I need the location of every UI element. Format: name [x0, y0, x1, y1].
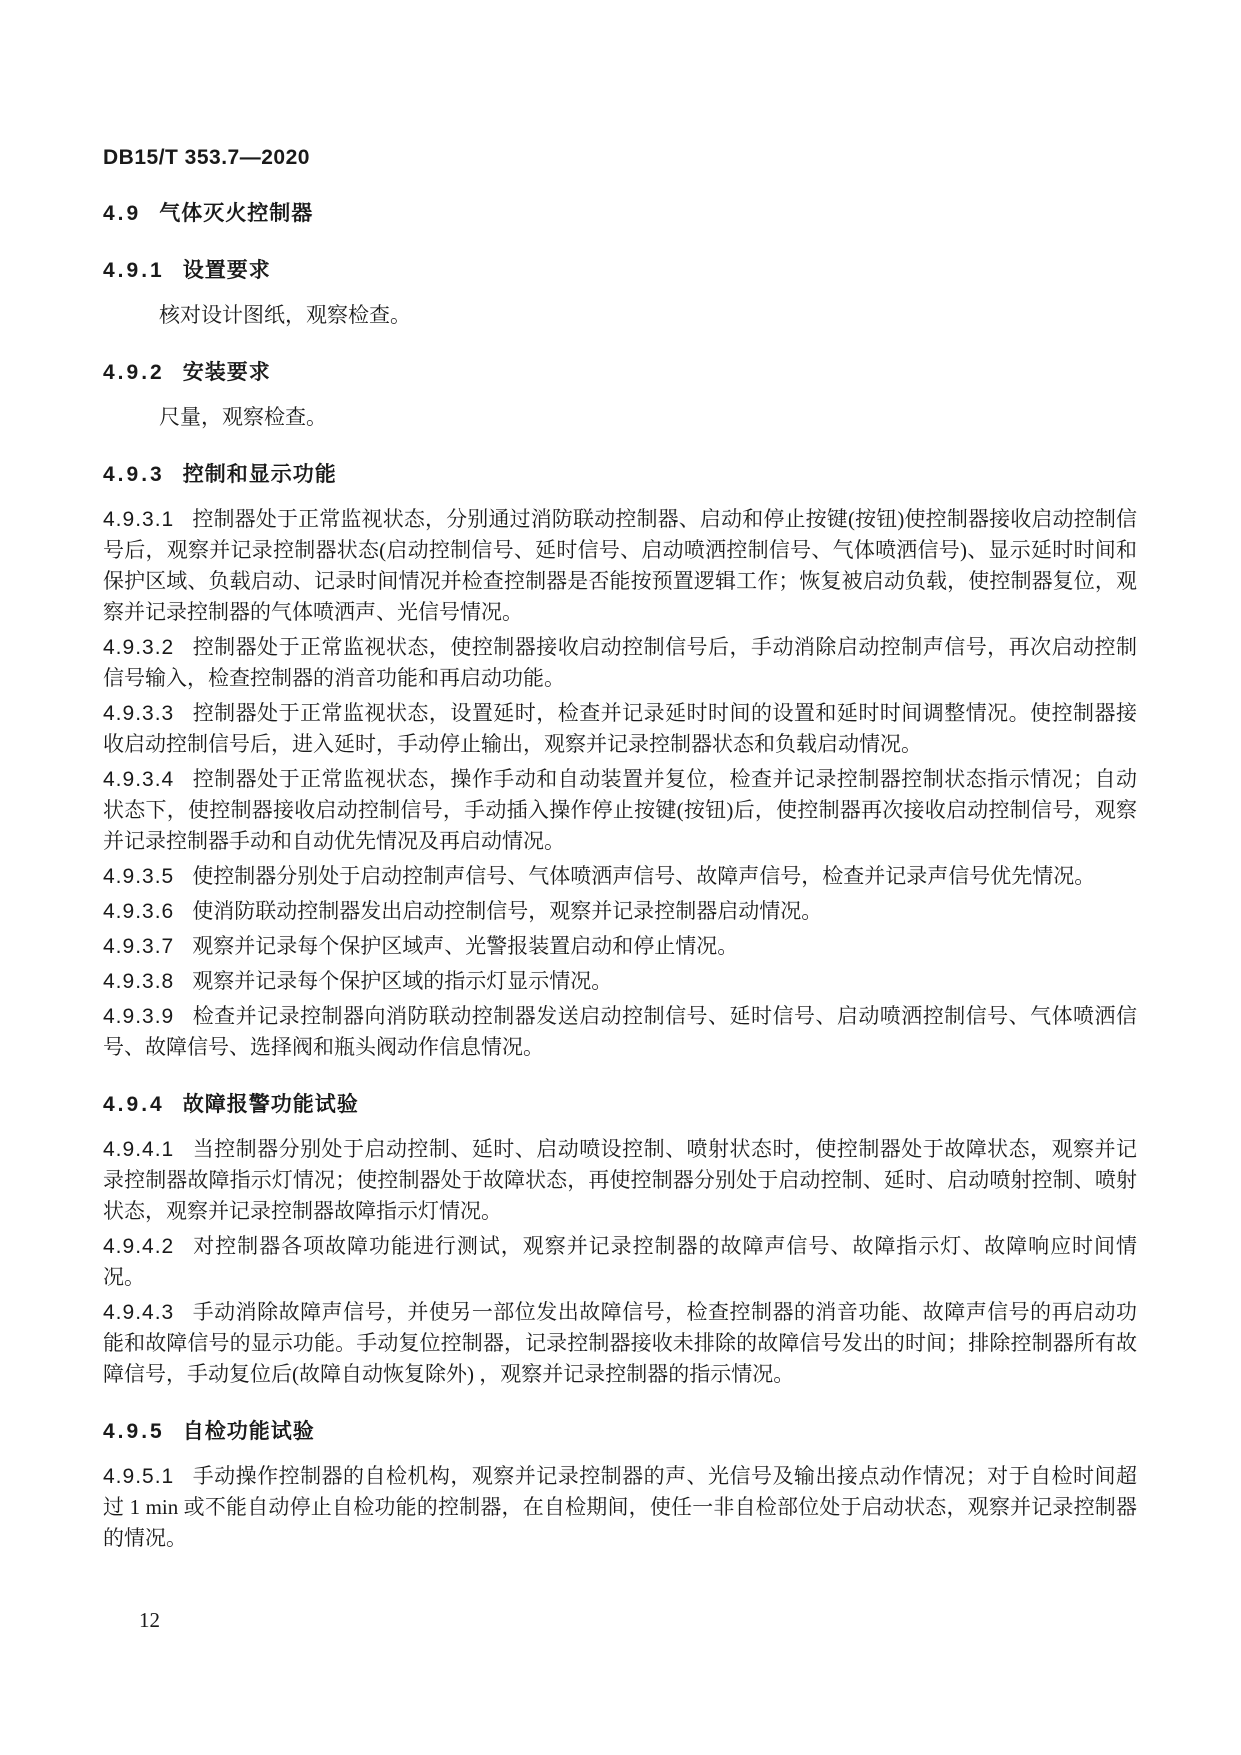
section-number: 4.9 — [103, 202, 142, 225]
clause-number: 4.9.4.1 — [103, 1138, 175, 1161]
clause-number: 4.9.3.4 — [103, 768, 175, 791]
section-title: 故障报警功能试验 — [182, 1093, 359, 1116]
clause-number: 4.9.3.5 — [103, 865, 175, 888]
section-number: 4.9.2 — [103, 361, 165, 384]
clause-4.9.3.7 — [103, 931, 1137, 962]
clause-text: 当控制器分别处于启动控制、延时、启动喷设控制、喷射状态时，使控制器处于故障状态，观察并记录控制器故障指示灯情况；使控制器处于故障状态，再使控制器分别处于启动控制、延时、启动喷射控制、喷射状态，观察并记录控制器故障指示灯情况。 — [103, 1137, 1137, 1223]
page-number: 12 — [139, 1608, 160, 1632]
body-paragraph: 尺量，观察检查。 — [159, 405, 327, 429]
clause-4.9.3.5 — [103, 861, 1137, 892]
clause-text: 控制器处于正常监视状态，使控制器接收启动控制信号后，手动消除启动控制声信号，再次启动控制信号输入，检查控制器的消音功能和再启动功能。 — [103, 635, 1137, 690]
clause-text: 观察并记录每个保护区域声、光警报装置启动和停止情况。 — [192, 934, 739, 958]
clause-text: 控制器处于正常监视状态，操作手动和自动装置并复位，检查并记录控制器控制状态指示情况；自动状态下，使控制器接收启动控制信号，手动插入操作停止按键(按钮)后，使控制器再次接收启动控制信号，观察并记录控制器手动和自动优先情况及再启动情况。 — [103, 767, 1137, 853]
clause-text: 手动操作控制器的自检机构，观察并记录控制器的声、光信号及输出接点动作情况；对于自检时间超过 1 min 或不能自动停止自检功能的控制器，在自检期间，使任一非自检部位处于启动状态，观察并记录控制器的情况。 — [103, 1464, 1137, 1550]
clause-number: 4.9.3.1 — [103, 508, 175, 531]
clause-4.9.3.8 — [103, 966, 1137, 997]
section-title: 安装要求 — [182, 361, 271, 384]
clause-number: 4.9.5.1 — [103, 1465, 175, 1488]
clause-text: 对控制器各项故障功能进行测试，观察并记录控制器的故障声信号、故障指示灯、故障响应时间情况。 — [103, 1234, 1137, 1289]
clause-number: 4.9.3.6 — [103, 900, 175, 923]
clause-4.9.4.2 — [103, 1231, 1137, 1293]
section-title: 设置要求 — [182, 259, 271, 282]
clause-4.9.5.1 — [103, 1461, 1137, 1554]
clause-4.9.3.3 — [103, 698, 1137, 760]
clause-number: 4.9.3.3 — [103, 702, 175, 725]
section-title: 气体灭火控制器 — [159, 202, 314, 225]
document-code: DB15/T 353.7—2020 — [103, 146, 310, 169]
body-paragraph: 核对设计图纸，观察检查。 — [159, 303, 411, 327]
section-title: 控制和显示功能 — [182, 463, 337, 486]
document-body — [103, 198, 1137, 1558]
section-number: 4.9.1 — [103, 259, 165, 282]
clause-text: 控制器处于正常监视状态，分别通过消防联动控制器、启动和停止按键(按钮)使控制器接收启动控制信号后，观察并记录控制器状态(启动控制信号、延时信号、启动喷洒控制信号、气体喷洒信号)、显示延时时间和保护区域、负载启动、记录时间情况并检查控制器是否能按预置逻辑工作；恢复被启动负载，使控制器复位，观察并记录控制器的气体喷洒声、光信号情况。 — [103, 507, 1137, 624]
clause-4.9.3.2 — [103, 632, 1137, 694]
section-heading-4.9.2 — [103, 357, 1137, 388]
clause-text: 使控制器分别处于启动控制声信号、气体喷洒声信号、故障声信号，检查并记录声信号优先情况。 — [192, 864, 1096, 888]
clause-number: 4.9.3.2 — [103, 636, 175, 659]
section-number: 4.9.4 — [103, 1093, 165, 1116]
clause-text: 手动消除故障声信号，并使另一部位发出故障信号，检查控制器的消音功能、故障声信号的再启动功能和故障信号的显示功能。手动复位控制器，记录控制器接收未排除的故障信号发出的时间；排除控制器所有故障信号，手动复位后(故障自动恢复除外) ，观察并记录控制器的指示情况。 — [103, 1300, 1137, 1386]
section-heading-4.9.1 — [103, 255, 1137, 286]
clause-4.9.3.6 — [103, 896, 1137, 927]
clause-number: 4.9.4.2 — [103, 1235, 175, 1258]
clause-4.9.3.9 — [103, 1001, 1137, 1063]
clause-number: 4.9.4.3 — [103, 1301, 175, 1324]
clause-4.9.3.4 — [103, 764, 1137, 857]
clause-4.9.3.1 — [103, 504, 1137, 628]
clause-4.9.4.3 — [103, 1297, 1137, 1390]
section-heading-4.9.3 — [103, 459, 1137, 490]
clause-text: 使消防联动控制器发出启动控制信号，观察并记录控制器启动情况。 — [192, 899, 823, 923]
section-heading-4.9.4 — [103, 1089, 1137, 1120]
section-heading-4.9 — [103, 198, 1137, 229]
section-number: 4.9.3 — [103, 463, 165, 486]
clause-text: 控制器处于正常监视状态，设置延时，检查并记录延时时间的设置和延时时间调整情况。使控制器接收启动控制信号后，进入延时，手动停止输出，观察并记录控制器状态和负载启动情况。 — [103, 701, 1137, 756]
section-title: 自检功能试验 — [182, 1420, 315, 1443]
section-number: 4.9.5 — [103, 1420, 165, 1443]
clause-4.9.4.1 — [103, 1134, 1137, 1227]
section-heading-4.9.5 — [103, 1416, 1137, 1447]
clause-number: 4.9.3.8 — [103, 970, 175, 993]
clause-number: 4.9.3.7 — [103, 935, 175, 958]
clause-text: 观察并记录每个保护区域的指示灯显示情况。 — [192, 969, 613, 993]
clause-text: 检查并记录控制器向消防联动控制器发送启动控制信号、延时信号、启动喷洒控制信号、气体喷洒信号、故障信号、选择阀和瓶头阀动作信息情况。 — [103, 1004, 1137, 1059]
clause-number: 4.9.3.9 — [103, 1005, 175, 1028]
